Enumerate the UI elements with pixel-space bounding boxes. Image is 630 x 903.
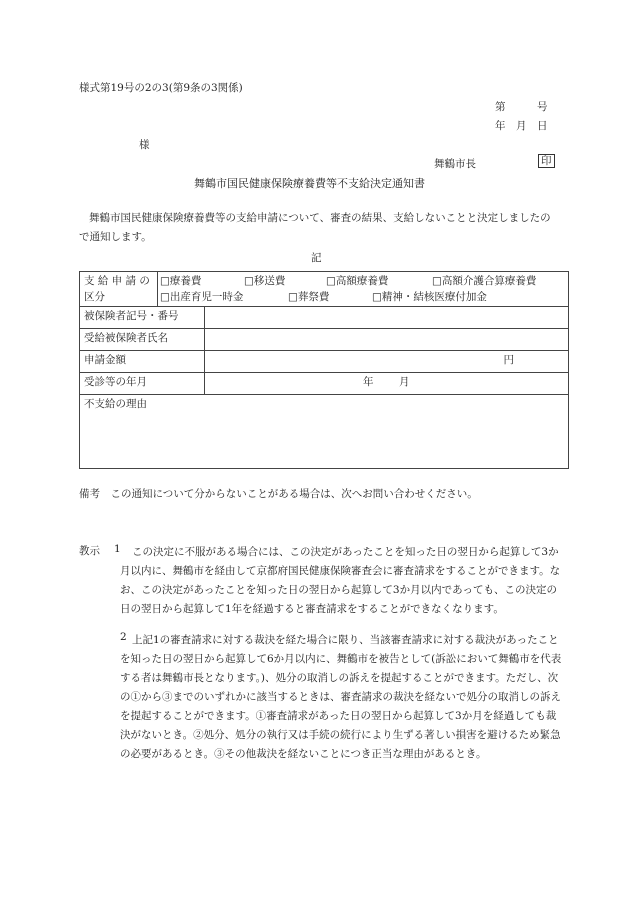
option-kogaku-kaigo[interactable]: □高額介護合算療養費 <box>432 275 537 287</box>
recipient-suffix: 様 <box>139 139 150 151</box>
insured-number-label-cell <box>80 307 205 329</box>
application-table <box>79 271 569 469</box>
biko-note: 備考 この通知について分からないことがある場合は、次へお問い合わせください。 <box>79 488 478 500</box>
amount-field[interactable] <box>205 351 569 373</box>
kyoji-item2: 上記1の審査請求に対する裁決を経た場合に限り、当該審査請求に対する裁決があったことを知った日の翌日から起算して6か月以内に、舞鶴市を被告として(訴訟において舞鶴市を代表する者は舞鶴市長となります。)、処分の取消しの訴えを提起することができます。ただし、次の①から③までのいずれかに該当するときは、審査請求の裁決を経ないで処分の取消しの訴えを提起することができます。①審査請求があった日の翌日から起算して3か月を経過しても裁決がないとき。②処分、処分の執行又は手続の続行により生ずる著しい損害を避けるため緊急の必要があるとき。③その他裁決を経ないことにつき正当な理由があるとき。 <box>120 634 562 760</box>
visit-year: 年 <box>363 376 374 388</box>
insured-number-label: 被保険者記号・番号 <box>84 310 179 322</box>
visit-label-cell <box>80 373 205 395</box>
option-isohi[interactable]: □移送費 <box>244 275 286 287</box>
kyoji-item2-number: 2 <box>120 631 127 643</box>
seal-text: 印 <box>538 154 555 168</box>
category-label-cell <box>80 272 158 307</box>
body-text: 舞鶴市国民健康保険療養費等の支給申請について、審査の結果、支給しないことと決定しましたので通知します。 <box>79 212 551 243</box>
reason-label: 不支給の理由 <box>84 398 147 410</box>
category-label: 支 給 申 請 の区分 <box>84 275 150 303</box>
amount-unit: 円 <box>503 354 514 366</box>
visit-month: 月 <box>399 376 410 388</box>
amount-label-cell <box>80 351 205 373</box>
option-sosaihi[interactable]: □葬祭費 <box>288 291 330 303</box>
visit-date-field[interactable] <box>205 373 569 395</box>
option-kogaku-ryoyohi[interactable]: □高額療養費 <box>326 275 389 287</box>
recipient-name-label-cell <box>80 329 205 351</box>
amount-label: 申請金額 <box>84 354 126 366</box>
option-shussan[interactable]: □出産育児一時金 <box>160 291 244 303</box>
kyoji-label: 教示 <box>79 545 100 557</box>
document-number: 第 号 <box>495 101 548 113</box>
reason-cell[interactable] <box>80 395 569 469</box>
recipient-name-label: 受給被保険者氏名 <box>84 332 168 344</box>
document-date: 年 月 日 <box>495 120 548 132</box>
option-ryoyohi[interactable]: □療養費 <box>160 275 202 287</box>
recipient-name-field[interactable] <box>205 329 569 351</box>
visit-label: 受診等の年月 <box>84 376 147 388</box>
kyoji-item1: この決定に不服がある場合には、この決定があったことを知った日の翌日から起算して3か月以内に、舞鶴市を経由して京都府国民健康保険審査会に審査請求をすることができます。なお、この決定があったことを知った日の翌日から起算して3か月以内であっても、この決定の日の翌日から起算して1年を経過すると審査請求をすることができなくなります。 <box>120 546 561 615</box>
seal-mark <box>538 154 555 168</box>
category-options-cell <box>158 272 569 307</box>
ki-heading: 記 <box>311 252 322 264</box>
option-seishin-kekkaku[interactable]: □精神・結核医療付加金 <box>372 291 487 303</box>
issuer: 舞鶴市長 <box>434 158 476 170</box>
document-title: 舞鶴市国民健康保険療養費等不支給決定通知書 <box>194 177 425 190</box>
form-number: 様式第19号の2の3(第9条の3関係) <box>79 82 243 94</box>
insured-number-field[interactable] <box>205 307 569 329</box>
kyoji-item1-number: 1 <box>114 543 121 555</box>
